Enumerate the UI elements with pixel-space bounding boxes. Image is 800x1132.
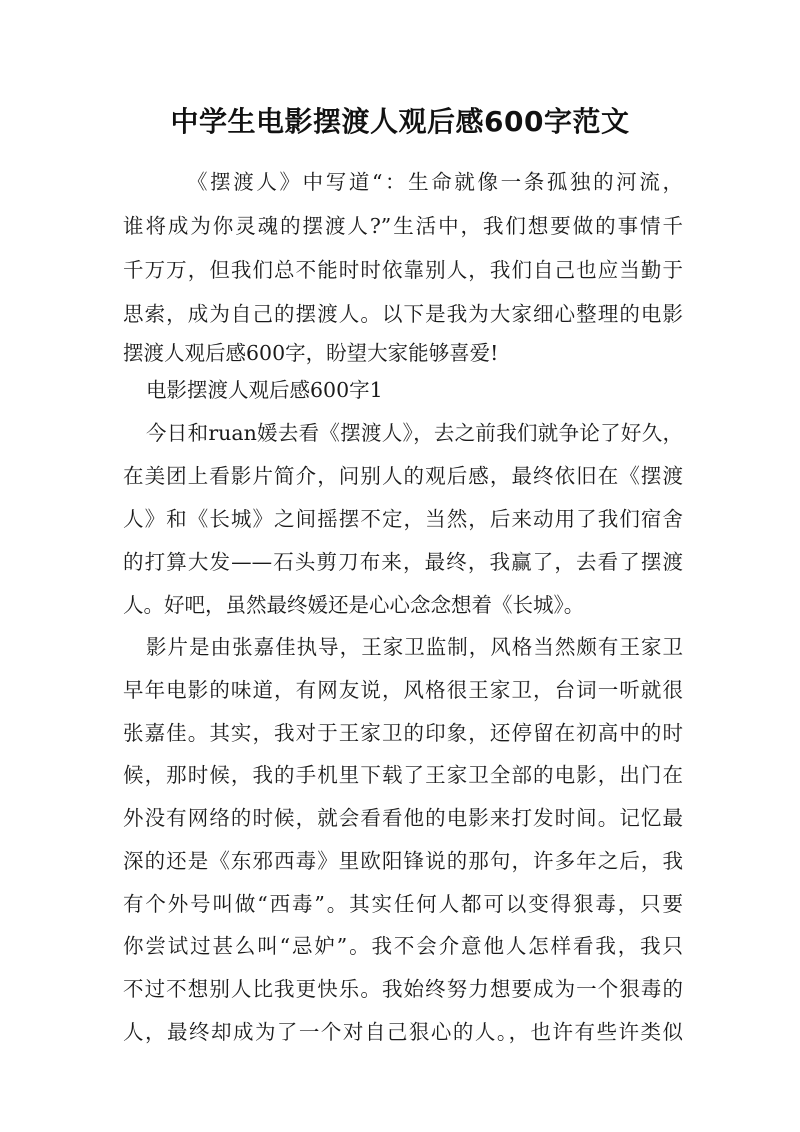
paragraph-line: 《摆渡人》中写道“：生命就像一条孤独的河流， <box>187 170 683 194</box>
paragraph-line: 千万万，但我们总不能时时依靠别人，我们自己也应当勤于 <box>123 258 683 282</box>
paragraph-line: 你尝试过甚么叫“忌妒”。我不会介意他人怎样看我，我只 <box>123 934 683 958</box>
section-heading: 电影摆渡人观后感600字1 <box>146 378 383 402</box>
paragraph-line: 有个外号叫做“西毒”。其实任何人都可以变得狠毒，只要 <box>123 892 683 916</box>
paragraph-line: 思索，成为自己的摆渡人。以下是我为大家细心整理的电影 <box>123 302 683 326</box>
paragraph-line: 今日和ruan媛去看《摆渡人》，去之前我们就争论了好久， <box>146 421 683 445</box>
paragraph-line: 深的还是《东邪西毒》里欧阳锋说的那句，许多年之后，我 <box>123 849 683 873</box>
paragraph-line: 在美团上看影片简介，问别人的观后感，最终依旧在《摆渡 <box>123 464 683 488</box>
paragraph-line: 影片是由张嘉佳执导，王家卫监制，风格当然颇有王家卫 <box>146 635 683 659</box>
document-title: 中学生电影摆渡人观后感600字范文 <box>170 105 630 138</box>
paragraph-line: 人。好吧，虽然最终媛还是心心念念想着《长城》。 <box>123 593 585 617</box>
paragraph-line: 张嘉佳。其实，我对于王家卫的印象，还停留在初高中的时 <box>123 721 683 745</box>
paragraph-line: 的打算大发——石头剪刀布来，最终，我赢了，去看了摆渡 <box>123 550 683 574</box>
paragraph-line: 不过不想别人比我更快乐。我始终努力想要成为一个狠毒的 <box>123 977 683 1001</box>
paragraph-line: 人，最终却成为了一个对自己狠心的人。，也许有些许类似 <box>123 1020 683 1044</box>
paragraph-line: 人》和《长城》之间摇摆不定，当然，后来动用了我们宿舍 <box>123 507 683 531</box>
paragraph-line: 候，那时候，我的手机里下载了王家卫全部的电影，出门在 <box>123 763 683 787</box>
paragraph-line: 早年电影的味道，有网友说，风格很王家卫，台词一听就很 <box>123 678 683 702</box>
paragraph-line: 外没有网络的时候，就会看看他的电影来打发时间。记忆最 <box>123 806 683 830</box>
paragraph-line: 谁将成为你灵魂的摆渡人?”生活中，我们想要做的事情千 <box>123 214 683 238</box>
paragraph-line: 摆渡人观后感600字，盼望大家能够喜爱! <box>123 341 499 365</box>
